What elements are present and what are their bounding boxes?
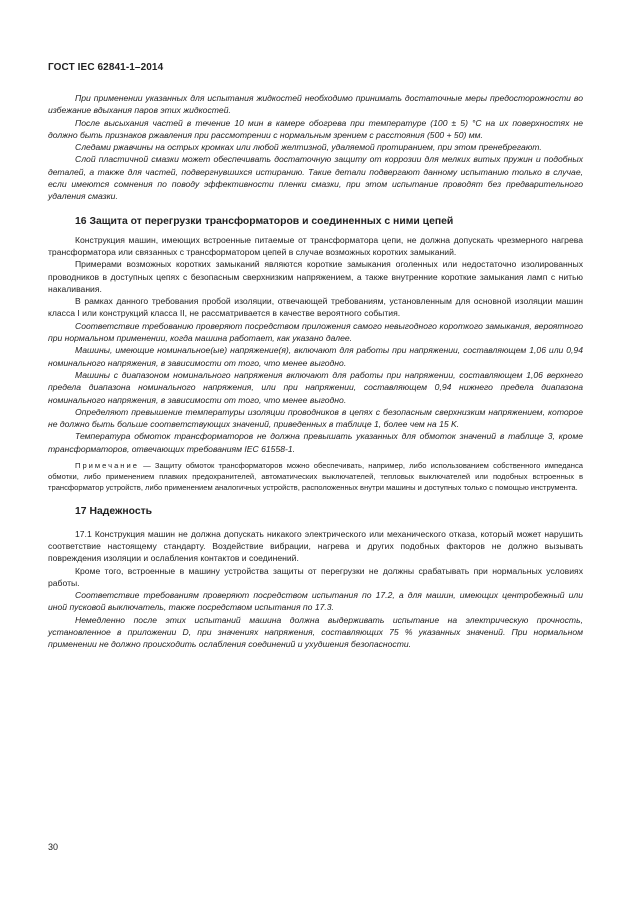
page-number: 30: [48, 842, 59, 852]
paragraph: После высыхания частей в течение 10 мин в камере обогрева при температуре (100 ± 5) °С на их поверхностях не должно быть признаков ржавления при рассмотрении с нормальным зрением с расстояния (500 + 50) мм.: [48, 117, 583, 140]
paragraph: Конструкция машин, имеющих встроенные питаемые от трансформатора цепи, не должна допускать чрезмерного нагрева трансформатора или связанных с трансформатором цепей в случае возможных коротких замыканий.: [48, 234, 583, 257]
paragraph: В рамках данного требования пробой изоляции, отвечающей требованиям, установленным для основной изоляции машин класса I или конструкций класса II, не рассматривается в качестве вероятного события.: [48, 296, 583, 319]
paragraph: Кроме того, встроенные в машину устройства защиты от перегрузки не должны срабатывать при нормальных условиях работы.: [48, 565, 583, 588]
note-label: Примечание: [75, 461, 139, 471]
paragraph: При применении указанных для испытания жидкостей необходимо принимать достаточные меры предосторожности во избежание вдыхания паров этих жидкостей.: [48, 93, 583, 116]
paragraph: Немедленно после этих испытаний машина должна выдерживать испытание на электрическую прочность, установленное в приложении D, при значениях напряжения, составляющих 75 % указанных значений. При нормальном применении не должно происходить ослабления соединений и ухудшения безопасности.: [48, 614, 583, 650]
paragraph: Слой пластичной смазки может обеспечивать достаточную защиту от коррозии для мелких витых пружин и подобных деталей, а также для частей, подвергнувшихся истиранию. Такие детали подвергают данному испытанию только в случае, если имеются сомнения по поводу эффективности пленки смазки, при этом испытание проводят без предварительного удаления смазки.: [48, 154, 583, 202]
paragraph: Соответствие требованиям проверяют посредством испытания по 17.2, а для машин, имеющих центробежный или иной пусковой выключатель, также посредством испытания по 17.3.: [48, 590, 583, 613]
paragraph: Машины с диапазоном номинального напряжения включают для работы при напряжении, составляющем 1,06 верхнего предела диапазона номинального напряжения, или при напряжении, составляющем 0,94 нижнего предела диапазона номинального напряжения, в зависимости от того, что менее выгодно.: [48, 369, 583, 405]
note-text: — Защиту обмоток трансформаторов можно обеспечивать, например, либо использованием собственного импеданса обмотки, либо применением плавких предохранителей, автоматических выключателей, тепловых выключателей или подобных встроенных в трансформатор устройств, либо применением аналогичных устройств, расположенных внутри машины и доступных только с помощью инструмента.: [48, 461, 583, 493]
note: [48, 460, 583, 494]
section-17-heading: 17 Надежность: [75, 505, 153, 517]
paragraph: 17.1 Конструкция машин не должна допускать никакого электрического или механического отказа, который может нарушить соответствие настоящему стандарту. Воздействие вибрации, нагрева и других подобных факторов не должно вызывать повреждения изоляции и ослабления контактов и соединений.: [48, 528, 583, 564]
paragraph: Примерами возможных коротких замыканий являются короткие замыкания оголенных или недостаточно изолированных проводников в доступных цепях с безопасным сверхнизким напряжением, а также внутренние короткие замыкания ламп с нитью накаливания.: [48, 259, 583, 294]
paragraph: Машины, имеющие номинальное(ые) напряжение(я), включают для работы при напряжении, составляющем 1,06 или 0,94 номинального напряжения, в зависимости от того, что менее выгодно.: [48, 345, 583, 368]
paragraph: Следами ржавчины на острых кромках или любой желтизной, удаляемой протиранием, при этом пренебрегают.: [75, 142, 542, 153]
standard-header: ГОСТ IEC 62841-1–2014: [48, 62, 164, 73]
page-content: [48, 92, 583, 651]
paragraph: Соответствие требованию проверяют посредством приложения самого невыгодного короткого замыкания, вероятного при нормальном применении, когда машина работает, как указано далее.: [48, 320, 583, 344]
paragraph: Температура обмоток трансформаторов не должна превышать указанных для обмоток значений в таблице 3, кроме трансформаторов, отвечающих требованиям IEC 61558-1.: [48, 431, 583, 454]
paragraph: Определяют превышение температуры изоляции проводников в цепях с безопасным сверхнизким напряжением, которое не должно быть больше соответствующих значений, приведенных в таблице 1, более чем на 15 K.: [48, 406, 583, 430]
section-16-heading: 16 Защита от перегрузки трансформаторов и соединенных с ними цепей: [75, 215, 454, 227]
